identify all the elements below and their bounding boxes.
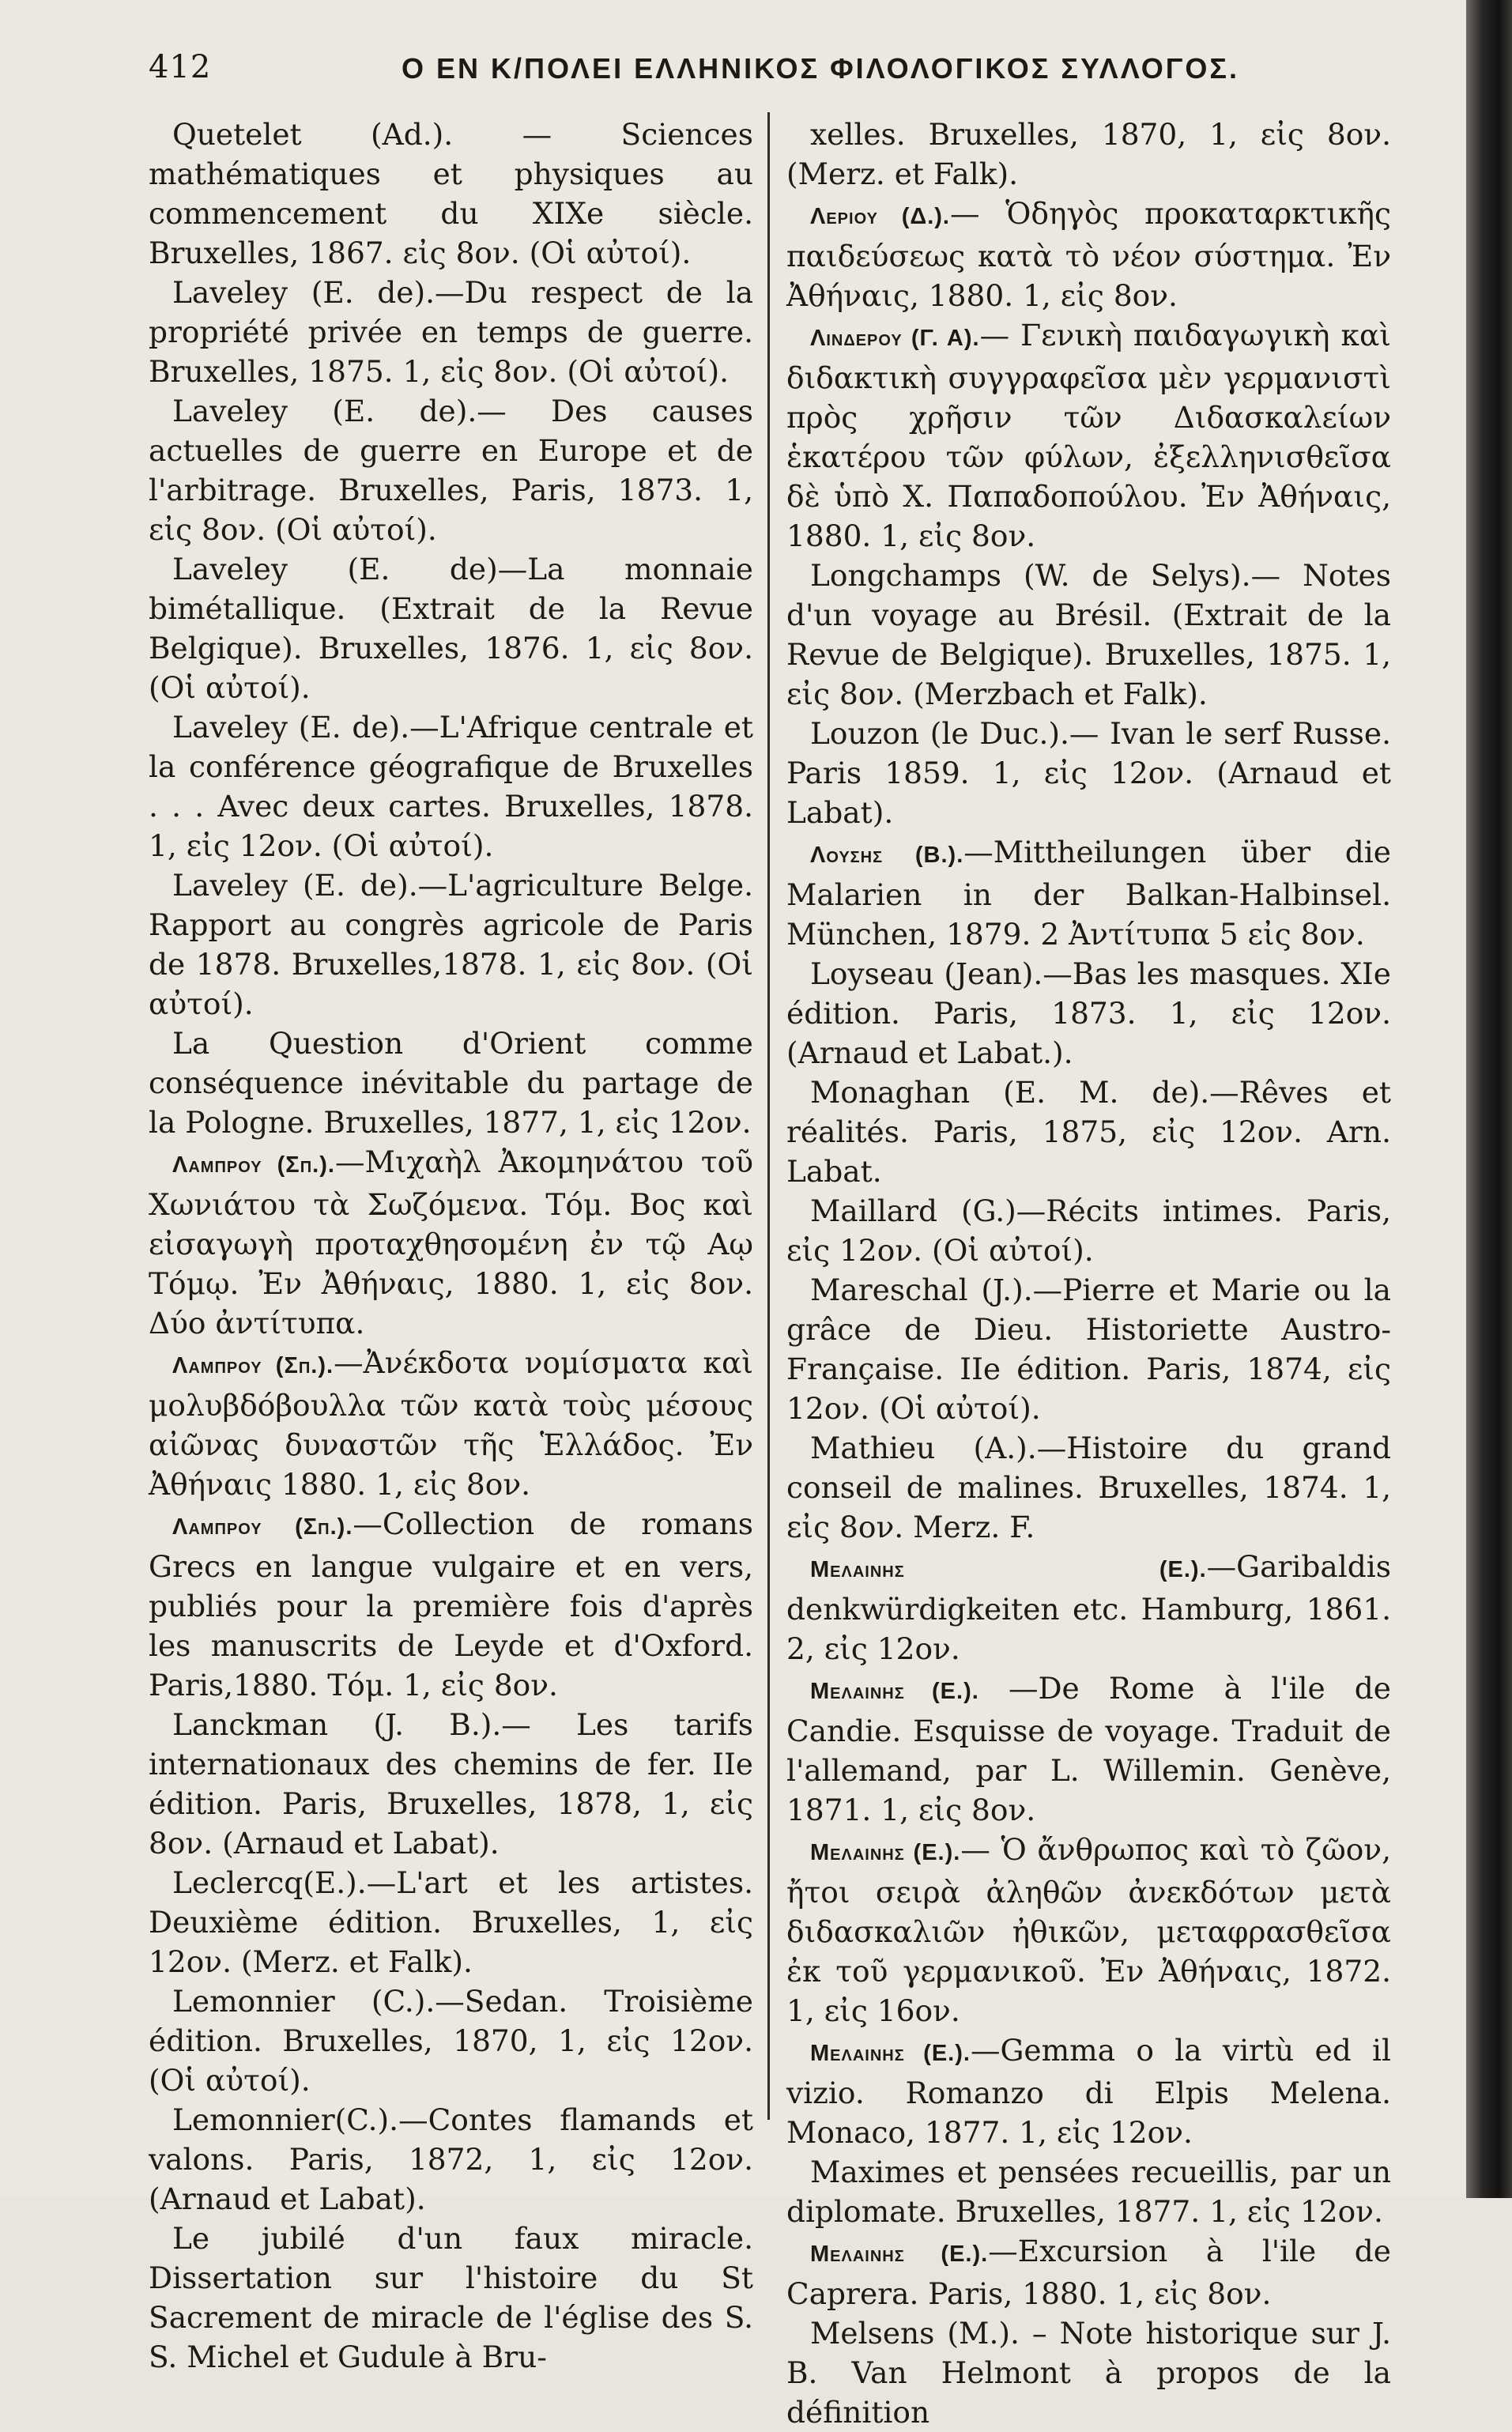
entry-text: Maximes et pensées recueillis, par un diplomate. Bruxelles, 1877. 1, εἰς 12ον.: [786, 2155, 1391, 2229]
bibliography-entry: [786, 2152, 1391, 2231]
entry-author: Μελαινης (Ε.).: [810, 1557, 1207, 1582]
bibliography-entry: [149, 1863, 753, 1981]
entry-text: Lanckman (J. B.).— Les tarifs internationaux des chemins de fer. IIe édition. Paris, Bruxelles, 1878, 1, εἰς 8ον. (Arnaud et Labat).: [149, 1707, 753, 1861]
bibliography-entry: [786, 1668, 1391, 1830]
entry-text: Laveley (E. de)—La monnaie bimétallique. (Extrait de la Revue Belgique). Bruxelles, 1876. 1, εἰς 8ον. (Οἱ αὐτοί).: [149, 552, 753, 705]
page-header: [149, 49, 1382, 96]
bibliography-entry: [149, 1343, 753, 1504]
entry-text: — Ὁ ἄνθρωπος καὶ τὸ ζῶον, ἤτοι σειρὰ ἀληθῶν ἀνεκδότων μετὰ διδασκαλιῶν ἠθικῶν, μεταφρασθεῖσα ἐκ τοῦ γερμανικοῦ. Ἐν Ἀθήναις, 1872. 1, εἰς 16ον.: [786, 1832, 1392, 2028]
bibliography-entry: [786, 1270, 1391, 1428]
entry-text: Monaghan (E. M. de).—Rêves et réalités. Paris, 1875, εἰς 12ον. Arn. Labat.: [786, 1075, 1391, 1189]
bibliography-entry: [786, 2030, 1391, 2152]
entry-author: Μελαινης (Ε.).: [810, 2242, 989, 2267]
book-binding-edge: [1466, 0, 1512, 2198]
entry-text: — Γενικὴ παιδαγωγικὴ καὶ διδακτικὴ συγγραφεῖσα μὲν γερμανιστὶ πρὸς χρῆσιν τῶν Διδασκαλείων ἑκατέρου τῶν φύλων, ἐξελληνισθεῖσα δὲ ὑπὸ Χ. Παπαδοπούλου. Ἐν Ἀθήναις, 1880. 1, εἰς 8ον.: [786, 318, 1391, 553]
entry-author: Λαμπρου (Σπ.).: [172, 1353, 334, 1378]
bibliography-entry: [786, 1830, 1391, 2030]
entry-text: —De Rome à l'ile de Candie. Esquisse de voyage. Traduit de l'allemand, par L. Willemin. Genève, 1871. 1, εἰς 8ον.: [786, 1671, 1391, 1827]
entry-text: Leclercq(E.).—L'art et les artistes. Deuxième édition. Bruxelles, 1, εἰς 12ον. (Merz. et Falk).: [149, 1865, 753, 1979]
bibliography-entry: [786, 1428, 1391, 1547]
bibliography-entry: [786, 1073, 1391, 1191]
entry-text: Laveley (E. de).—L'agriculture Belge. Rapport au congrès agricole de Paris de 1878. Bruxelles,1878. 1, εἰς 8ον. (Οἱ αὐτοί).: [149, 868, 753, 1021]
entry-author: Μελαινης (Ε.).: [810, 1840, 961, 1865]
bibliography-entry: [149, 549, 753, 707]
entry-text: —Excursion à l'ile de Caprera. Paris, 1880. 1, εἰς 8ον.: [786, 2234, 1391, 2311]
bibliography-entry: [786, 2231, 1391, 2313]
entry-text: La Question d'Orient comme conséquence inévitable du partage de la Pologne. Bruxelles, 1877, 1, εἰς 12ον.: [149, 1026, 753, 1140]
entry-author: Μελαινης (Ε.).: [810, 1679, 979, 1704]
bibliography-entry: [786, 954, 1391, 1073]
entry-text: Loyseau (Jean).—Bas les masques. XIe édition. Paris, 1873. 1, εἰς 12ον. (Arnaud et Labat.).: [786, 956, 1391, 1070]
entry-text: —Gemma o la virtù ed il vizio. Romanzo di Elpis Melena. Monaco, 1877. 1, εἰς 12ον.: [786, 2033, 1391, 2150]
entry-author: Λινδερου (Γ. Α).: [810, 326, 980, 351]
bibliography-entry: [149, 1504, 753, 1705]
entry-text: Melsens (M.). – Note historique sur J. B. Van Helmont à propos de la définition: [786, 2316, 1391, 2430]
page-number: 412: [149, 49, 212, 85]
bibliography-entry: [149, 1981, 753, 2100]
entry-text: —Μιχαὴλ Ἀκομηνάτου τοῦ Χωνιάτου τὰ Σωζόμενα. Τόμ. Βος καὶ εἰσαγωγὴ προταχθησομένη ἐν τῷ Αῳ Τόμῳ. Ἐν Ἀθήναις, 1880. 1, εἰς 8ον. Δύο ἀντίτυπα.: [149, 1144, 754, 1340]
bibliography-entry: [149, 2219, 753, 2377]
bibliography-entry: [149, 707, 753, 865]
entry-text: Mareschal (J.).—Pierre et Marie ou la grâce de Dieu. Historiette Austro-Française. IIe édition. Paris, 1874, εἰς 12ον. (Οἱ αὐτοί).: [786, 1273, 1391, 1426]
entry-author: Μελαινης (Ε.).: [810, 2041, 971, 2066]
bibliography-entry: [149, 1705, 753, 1863]
entry-text: Mathieu (A.).—Histoire du grand conseil de malines. Bruxelles, 1874. 1, εἰς 8ον. Merz. F.: [786, 1431, 1391, 1544]
bibliography-entry: [149, 115, 753, 273]
entry-author: Λουσης (Β.).: [810, 843, 964, 868]
column-divider: [767, 112, 770, 2120]
bibliography-entry: [786, 1547, 1391, 1668]
bibliography-entry: [149, 273, 753, 391]
bibliography-entry: [786, 194, 1391, 315]
entry-text: Lemonnier (C.).—Sedan. Troisième édition. Bruxelles, 1870, 1, εἰς 12ον. (Οἱ αὐτοί).: [149, 1984, 753, 2098]
bibliography-entry: [786, 556, 1391, 714]
left-column: [149, 115, 753, 2377]
bibliography-entry: [149, 1142, 753, 1343]
running-title: Ο ΕΝ Κ/ΠΟΛΕΙ ΕΛΛΗΝΙΚΟΣ ΦΙΛΟΛΟΓΙΚΟΣ ΣΥΛΛΟΓΟΣ.: [402, 52, 1239, 85]
entry-text: xelles. Bruxelles, 1870, 1, εἰς 8ον. (Merz. et Falk).: [786, 117, 1391, 191]
entry-text: Laveley (E. de).—L'Afrique centrale et la conférence géografique de Bruxelles . . . Avec deux cartes. Bruxelles, 1878. 1, εἰς 12ον. (Οἱ αὐτοί).: [149, 710, 753, 863]
entry-text: Maillard (G.)—Récits intimes. Paris, εἰς 12ον. (Οἱ αὐτοί).: [786, 1193, 1391, 1268]
entry-text: —Mittheilungen über die Malarien in der Balkan-Halbinsel. München, 1879. 2 Ἀντίτυπα 5 εἰς 8ον.: [786, 835, 1391, 952]
entry-text: Laveley (E. de).—Du respect de la propriété privée en temps de guerre. Bruxelles, 1875. 1, εἰς 8ον. (Οἱ αὐτοί).: [149, 275, 753, 389]
bibliography-entry: [786, 832, 1391, 954]
entry-author: Λεριου (Δ.).: [810, 204, 950, 229]
bibliography-entry: [786, 1191, 1391, 1270]
bibliography-entry: [786, 2313, 1391, 2432]
entry-text: Laveley (E. de).— Des causes actuelles de guerre en Europe et de l'arbitrage. Bruxelles, Paris, 1873. 1, εἰς 8ον. (Οἱ αὐτοί).: [149, 394, 753, 547]
entry-text: Louzon (le Duc.).— Ivan le serf Russe. Paris 1859. 1, εἰς 12ον. (Arnaud et Labat).: [786, 716, 1391, 830]
entry-text: —Collection de romans Grecs en langue vulgaire et en vers, publiés pour la première fois d'après les manuscrits de Leyde et d'Oxford. Paris,1880. Τόμ. 1, εἰς 8ον.: [149, 1506, 753, 1702]
entry-author: Λαμπρου (Σπ.).: [172, 1514, 353, 1540]
bibliography-entry: [149, 1024, 753, 1142]
entry-text: —Ἀνέκδοτα νομίσματα καὶ μολυβδόβουλλα τῶν κατὰ τοὺς μέσους αἰῶνας δυναστῶν τῆς Ἑλλάδος. Ἐν Ἀθήναις 1880. 1, εἰς 8ον.: [149, 1345, 753, 1502]
bibliography-entry: [149, 2100, 753, 2219]
bibliography-entry: [149, 391, 753, 549]
entry-author: Λαμπρου (Σπ.).: [172, 1152, 335, 1178]
entry-text: Quetelet (Ad.). — Sciences mathématiques et physiques au commencement du XIXe siècle. Bruxelles, 1867. εἰς 8ον. (Οἱ αὐτοί).: [149, 117, 753, 270]
entry-text: —Garibaldis denkwürdigkeiten etc. Hamburg, 1861. 2, εἰς 12ον.: [786, 1549, 1391, 1666]
entry-text: Lemonnier(C.).—Contes flamands et valons. Paris, 1872, 1, εἰς 12ον. (Arnaud et Labat).: [149, 2102, 753, 2216]
bibliography-entry: [786, 714, 1391, 832]
bibliography-entry: [786, 315, 1391, 556]
right-column: [786, 115, 1391, 2432]
bibliography-entry: [786, 115, 1391, 194]
entry-text: Longchamps (W. de Selys).— Notes d'un voyage au Brésil. (Extrait de la Revue de Belgique). Bruxelles, 1875. 1, εἰς 8ον. (Merzbach et Falk).: [786, 558, 1391, 711]
entry-text: Le jubilé d'un faux miracle. Dissertation sur l'histoire du St Sacrement de miracle de l'église des S. S. Michel et Gudule à Bru-: [149, 2221, 753, 2374]
bibliography-entry: [149, 865, 753, 1024]
entry-text: — Ὁδηγὸς προκαταρκτικῆς παιδεύσεως κατὰ τὸ νέον σύστημα. Ἐν Ἀθήναις, 1880. 1, εἰς 8ον.: [786, 196, 1391, 313]
